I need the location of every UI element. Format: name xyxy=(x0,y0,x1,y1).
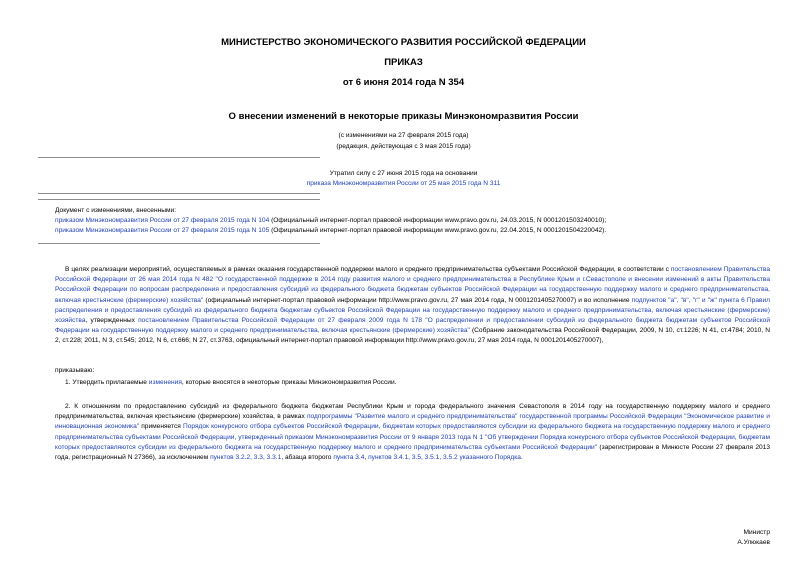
point-1 xyxy=(65,378,396,388)
paragraph-text: , абзаца второго xyxy=(281,454,334,462)
document-date-number: от 6 июня 2014 года N 354 xyxy=(342,77,465,88)
paragraph-text: (официальный интернет-портал правовой информации http://www.pravo.gov.ru, 27 мая 2014 года, N 0001201405270007) и во исполнение xyxy=(203,296,632,304)
government-decree-482-link[interactable]: постановлением Правительства Российской Федерации от 26 мая 2014 года N 482 "О государственной поддержке в 2014 году развития малого и среднего предпринимательства в Республике Крым и г.Севастополе и внесении изменений в акты Правительства Российской Федерации по вопросам распределения и предоставления субсидий из федерального бюджета бюджетам субъектов Российской Федерации на государственную поддержку малого и среднего предпринимательства, включая крестьянские (фермерские) хозяйства" xyxy=(55,266,771,304)
publication-info: (Официальный интернет-портал правовой информации www.pravo.gov.ru, 22.04.2015, N 0001201504220042). xyxy=(269,227,607,234)
points-link[interactable]: пунктов 3.2.2, 3.3, 3.3.1 xyxy=(210,454,282,462)
rules-subpoints-link[interactable]: подпунктов "а", "в", "г" и "ж" пункта 6 Правил распределения и предоставления субсидий из федерального бюджета бюджетам субъектов Российской Федерации на государственную поддержку малого и среднего предпринимательства, включая крестьянские (фермерские) хозяйства xyxy=(55,296,771,325)
paragraph-text: , которые вносятся в некоторые приказы Минэкономразвития России. xyxy=(181,379,397,386)
amendments-note: (с изменениями на 27 февраля 2015 года) xyxy=(338,132,469,139)
repeal-order-link[interactable]: приказа Минэкономразвития России от 25 мая 2015 года N 311 xyxy=(306,180,501,187)
divider-line xyxy=(38,157,320,158)
repeal-notice: Утратил силу с 27 июня 2015 года на основании xyxy=(329,170,478,177)
paragraph-text: 1. Утвердить прилагаемые xyxy=(65,379,149,386)
divider-line xyxy=(38,199,320,200)
changes-heading: Документ с изменениями, внесенными: xyxy=(55,207,177,214)
government-decree-178-link[interactable]: постановлением Правительства Российской Федерации от 27 февраля 2009 года N 178 "О распределении и предоставлении субсидий из федерального бюджета бюджетам субъектов Российской Федерации на государственную поддержку малого и среднего предпринимательства, включая крестьянские (фермерские) хозяйства" xyxy=(55,317,771,335)
paragraph-text: применяется xyxy=(139,423,183,431)
amending-order-104-link[interactable]: приказом Минэкономразвития России от 27 февраля 2015 года N 104 xyxy=(55,217,270,224)
order-word: приказываю: xyxy=(55,367,95,374)
paragraph-text: (Собрание законодательства Российской Федерации, 2009, N 10, ст.1226; N 41, ст.4784; 2010, N 2, ст.228; 2011, N 3, ст.545; 2012, N 6, ст.666; N 27, ст.3763, официальный интернет-портал правовой информации http://www.pravo.gov.ru, 27 мая 2014 года, N 0001201405270007), xyxy=(55,327,770,345)
preamble-paragraph xyxy=(55,265,770,347)
changes-item-1 xyxy=(55,216,606,226)
paragraph-text: , утвержденных xyxy=(85,317,139,325)
point-3-4-link[interactable]: пункта 3.4 xyxy=(333,454,365,462)
paragraph-text: В целях реализации мероприятий, осуществляемых в рамках оказания государственной поддержки малого и среднего предпринимательства субъектами Российской Федерации, в соответствии с xyxy=(65,266,671,273)
edition-note: (редакция, действующая с 3 мая 2015 года) xyxy=(336,143,471,150)
point-2 xyxy=(55,402,770,463)
divider-line xyxy=(38,193,320,194)
signature-position: Министр xyxy=(743,529,770,536)
ministry-heading: МИНИСТЕРСТВО ЭКОНОМИЧЕСКОГО РАЗВИТИЯ РОССИЙСКОЙ ФЕДЕРАЦИИ xyxy=(221,37,586,48)
points-procedure-link[interactable]: пунктов 3.4.1, 3.5, 3.5.1, 3.5.2 указанного Порядка xyxy=(368,454,521,462)
changes-item-2 xyxy=(55,226,606,236)
document-type: ПРИКАЗ xyxy=(384,57,423,68)
changes-link[interactable]: изменения xyxy=(148,379,182,386)
paragraph-text: (зарегистрирован в Минюсте России 27 февраля 2013 года, регистрационный N 27366), за исключением xyxy=(55,443,770,462)
paragraph-text: , xyxy=(364,454,369,462)
paragraph-text: 2. К отношениям по предоставлению субсидий из федерального бюджета бюджетам Республики Крым и города федерального значения Севастополя в 2014 году на государственную поддержку малого и среднего предпринимательства, включая крестьянские (фермерские) хозяйства, в рамках xyxy=(55,403,770,421)
document-title: О внесении изменений в некоторые приказы Минэкономразвития России xyxy=(228,111,579,122)
divider-line xyxy=(38,243,320,244)
competitive-selection-procedure-link[interactable]: Порядок конкурсного отбора субъектов Российской Федерации, бюджетам которых предоставляются субсидии из федерального бюджета на государственную поддержку малого и среднего предпринимательства субъектами Российской Федерации, утвержденный приказом Минэкономразвития России от 9 января 2013 года N 1 "Об утверждении Порядка конкурсного отбора субъектов Российской Федерации, бюджетам которых предоставляются субсидии из федерального бюджета на государственную поддержку малого и среднего предпринимательства субъектами Российской Федерации" xyxy=(55,423,771,451)
subprogram-link[interactable]: подпрограммы "Развитие малого и среднего предпринимательства" государственной программы Российской Федерации "Экономическое развитие и инновационная экономика" xyxy=(55,413,770,431)
publication-info: (Официальный интернет-портал правовой информации www.pravo.gov.ru, 24.03.2015, N 0001201503240010); xyxy=(269,217,607,224)
signature-name: А.Улюкаев xyxy=(737,539,770,546)
paragraph-text: . xyxy=(520,454,523,462)
amending-order-105-link[interactable]: приказом Минэкономразвития России от 27 февраля 2015 года N 105 xyxy=(55,227,270,234)
